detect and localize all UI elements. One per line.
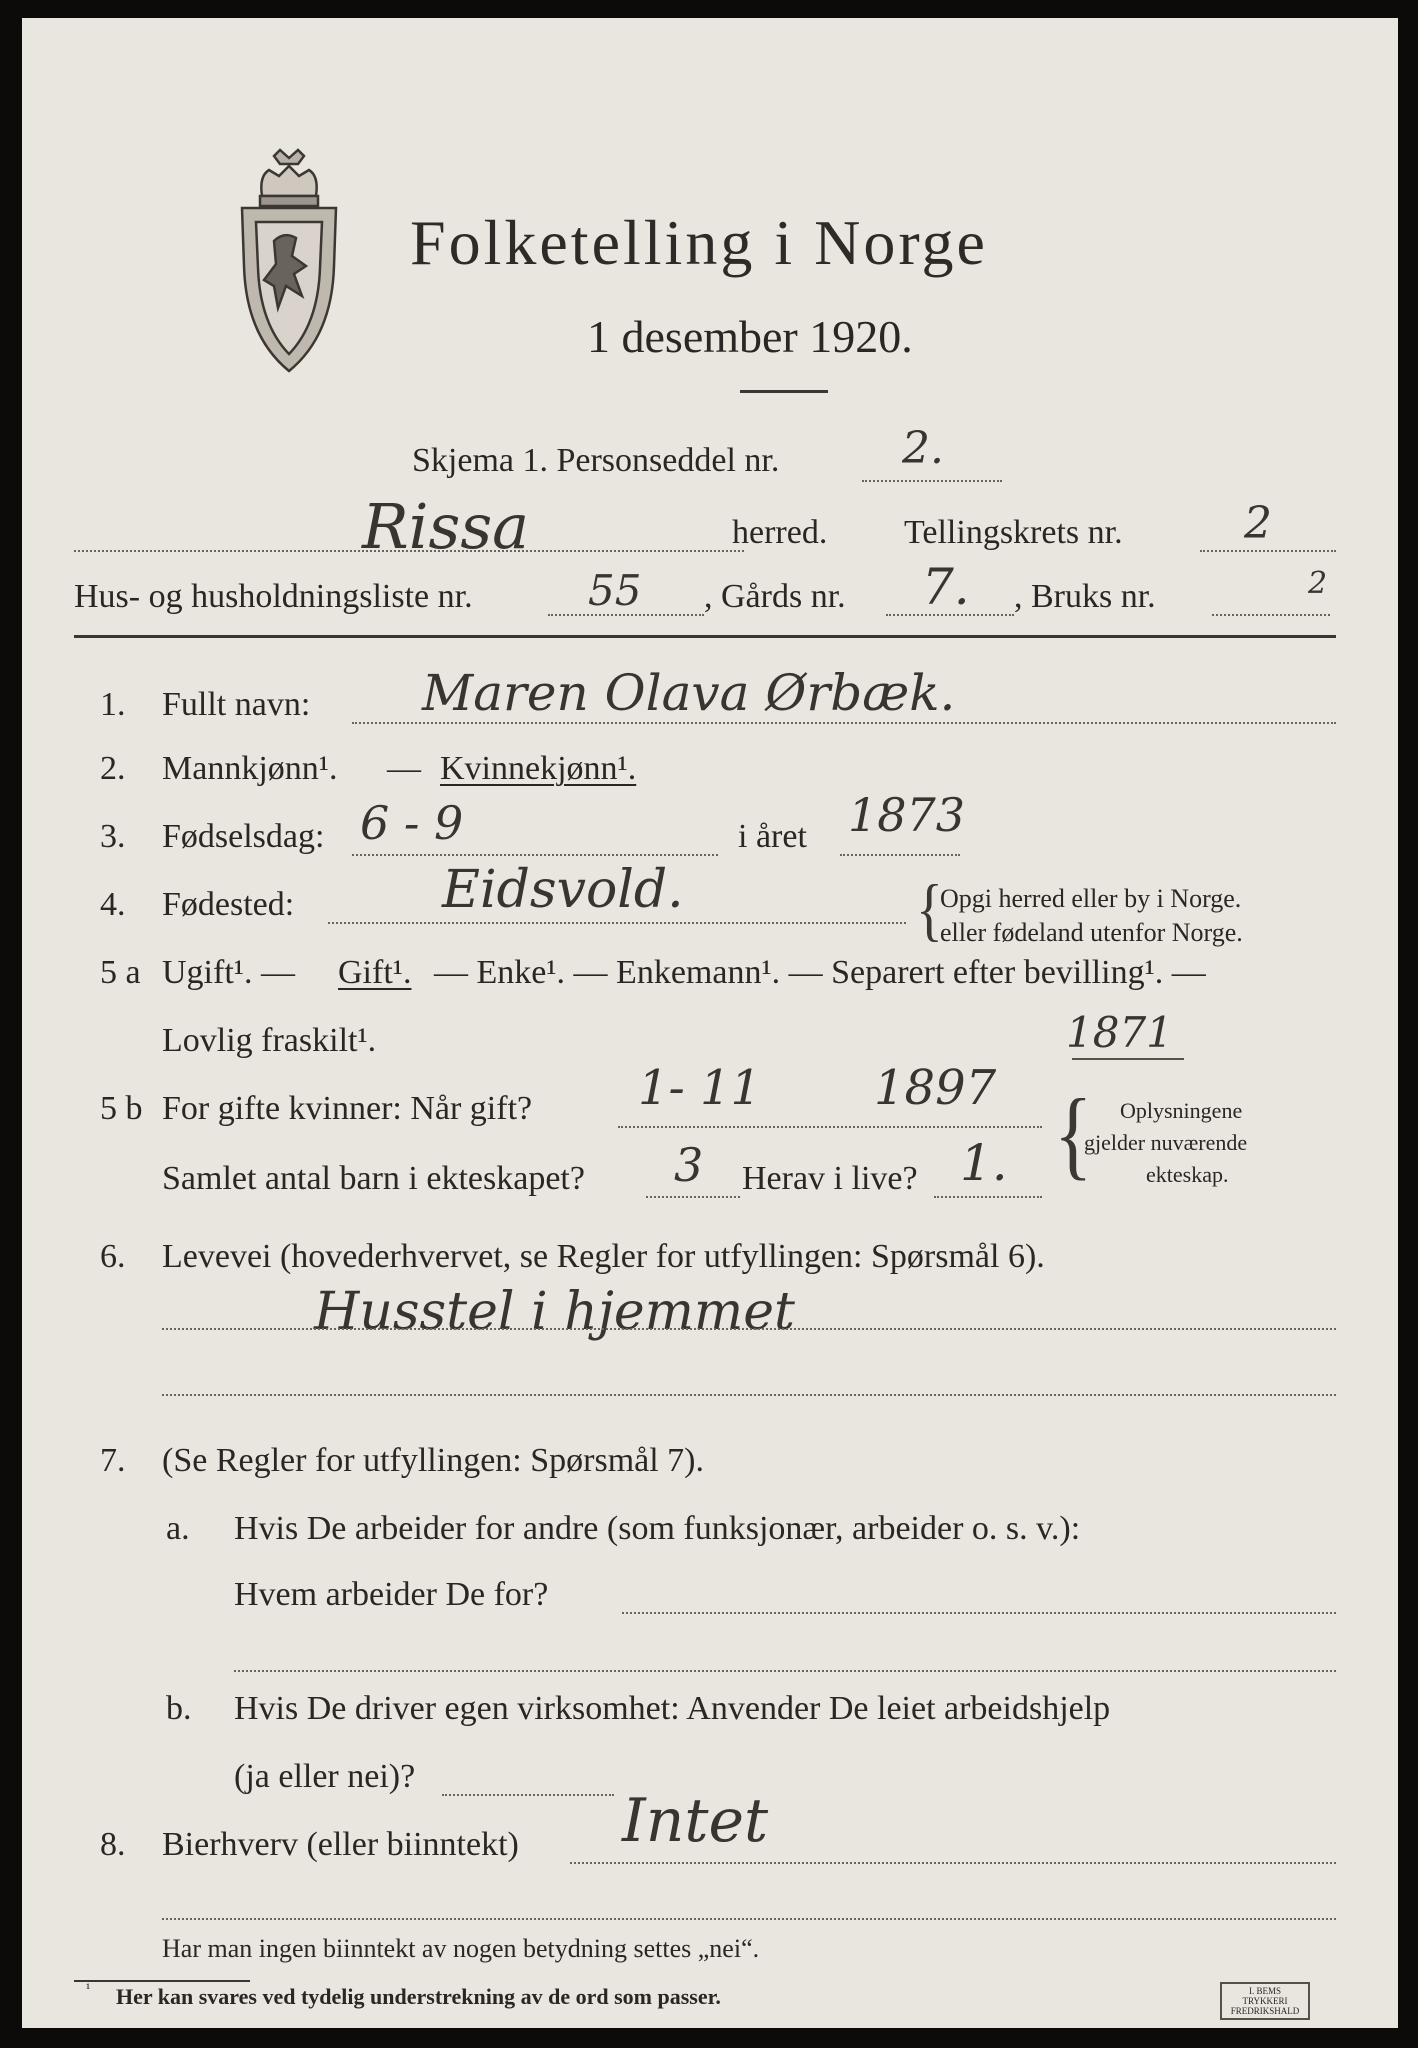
- q7a-line1: Hvis De arbeider for andre (som funksjonær, arbeider o. s. v.):: [234, 1510, 1081, 1547]
- q1-label: Fullt navn:: [162, 686, 311, 723]
- q7b-line1: Hvis De driver egen virksomhet: Anvender De leiet arbeidshjelp: [234, 1690, 1111, 1727]
- q3-birthday-value: 6 - 9: [360, 796, 464, 850]
- q6-dots-1: [162, 1328, 1336, 1330]
- q6-dots-2: [162, 1394, 1336, 1396]
- footnote-text: Her kan svares ved tydelig understrekning av de ord som passer.: [116, 1984, 721, 2009]
- bruks-dots: [1212, 614, 1330, 616]
- form-title: Folketelling i Norge: [410, 207, 988, 278]
- q3-label: Fødselsdag:: [162, 818, 325, 855]
- bruks-value: 2: [1308, 566, 1328, 601]
- q8-dots-2: [162, 1918, 1336, 1920]
- q7a-line2: Hvem arbeider De for?: [234, 1576, 549, 1613]
- q4-note-line2: eller fødeland utenfor Norge.: [940, 918, 1243, 947]
- q7a-dots-2: [234, 1670, 1336, 1672]
- q6-label: Levevei (hovederhvervet, se Regler for utfyllingen: Spørsmål 6).: [162, 1238, 1045, 1275]
- q6-number: 6.: [100, 1238, 126, 1275]
- census-form-page: [22, 18, 1398, 2028]
- q8-label: Bierhverv (eller biinntekt): [162, 1826, 519, 1863]
- q5b-married-dots: [618, 1126, 1042, 1128]
- bruks-label: , Bruks nr.: [1014, 578, 1156, 615]
- q2-female-option: Kvinnekjønn¹.: [440, 750, 637, 787]
- q4-birthplace-value: Eidsvold.: [442, 860, 684, 920]
- q5a-fraskilt-option: Lovlig fraskilt¹.: [162, 1022, 377, 1059]
- q5b-alive-value: 1.: [960, 1134, 1008, 1192]
- q5a-number: 5 a: [100, 954, 141, 991]
- schema-number-value: 2.: [902, 423, 944, 474]
- q7a-letter: a.: [166, 1510, 190, 1547]
- footnote-rule: [74, 1980, 250, 1982]
- q5b-alive-label: Herav i live?: [742, 1160, 918, 1197]
- q5b-number: 5 b: [100, 1090, 143, 1127]
- gards-label: , Gårds nr.: [704, 578, 846, 615]
- footer-note: Har man ingen biinntekt av nogen betydning settes „nei“.: [162, 1934, 760, 1963]
- q3-year-dots: [840, 854, 960, 856]
- q7-label: (Se Regler for utfyllingen: Spørsmål 7).: [162, 1442, 705, 1479]
- schema-label: Skjema 1. Personseddel nr.: [412, 442, 780, 479]
- q5a-gift-option: Gift¹.: [338, 954, 412, 991]
- q7b-dots: [442, 1794, 614, 1796]
- q8-number: 8.: [100, 1826, 126, 1863]
- q4-number: 4.: [100, 886, 126, 923]
- tellingskrets-label: Tellingskrets nr.: [904, 514, 1123, 551]
- q7a-dots-1: [622, 1612, 1336, 1614]
- herred-label: herred.: [732, 514, 828, 551]
- q5b-note-line1: Oplysningene: [1120, 1098, 1243, 1123]
- q5b-married-label: For gifte kvinner: Når gift?: [162, 1090, 533, 1127]
- q5b-children-dots: [646, 1196, 740, 1198]
- q5b-married-year-value: 1897: [874, 1060, 997, 1116]
- q7-number: 7.: [100, 1442, 126, 1479]
- q3-dots: [352, 854, 718, 856]
- q5b-note-brace: {: [1054, 1079, 1093, 1190]
- q8-side-income-value: Intet: [622, 1786, 769, 1856]
- schema-dots: [862, 480, 1002, 482]
- q7b-letter: b.: [166, 1690, 192, 1727]
- q4-note-line1: Opgi herred eller by i Norge.: [940, 884, 1242, 913]
- husholdningsliste-label: Hus- og husholdningsliste nr.: [74, 578, 473, 615]
- q7b-line2: (ja eller nei)?: [234, 1758, 416, 1795]
- q8-dots-1: [570, 1862, 1336, 1864]
- q4-label: Fødested:: [162, 886, 295, 923]
- q5b-children-value: 3: [674, 1138, 704, 1192]
- header-rule: [74, 635, 1336, 638]
- q3-year-label: i året: [738, 818, 807, 855]
- census-date: 1 desember 1920.: [587, 311, 913, 362]
- title-divider: [740, 390, 828, 393]
- gards-value: 7.: [922, 558, 970, 616]
- herred-value: Rissa: [362, 490, 530, 563]
- q4-dots: [328, 922, 906, 924]
- q5b-children-label: Samlet antal barn i ekteskapet?: [162, 1160, 585, 1197]
- tellingskrets-value: 2: [1244, 498, 1272, 549]
- q5b-note-line3: ekteskap.: [1146, 1162, 1229, 1187]
- q2-number: 2.: [100, 750, 126, 787]
- q5b-note-line2: gjelder nuværende: [1084, 1130, 1248, 1155]
- q1-number: 1.: [100, 686, 126, 723]
- q5a-annotation-rule: [1072, 1058, 1184, 1060]
- q5b-alive-dots: [934, 1196, 1042, 1198]
- q5a-other-options: — Enke¹. — Enkemann¹. — Separert efter bevilling¹. —: [434, 954, 1206, 991]
- q4-note-brace: {: [916, 871, 943, 949]
- tellingskrets-dots: [1200, 550, 1336, 552]
- q3-birth-year-value: 1873: [848, 788, 966, 842]
- coat-of-arms-icon: [234, 146, 344, 376]
- q3-number: 3.: [100, 818, 126, 855]
- husholdningsliste-value: 55: [588, 566, 642, 615]
- q5a-annotation: 1871: [1066, 1008, 1173, 1057]
- q5b-married-date-value: 1- 11: [638, 1060, 762, 1116]
- q1-dots: [352, 722, 1336, 724]
- q1-full-name-value: Maren Olava Ørbæk.: [422, 664, 956, 722]
- q2-dash: —: [387, 750, 421, 787]
- footnote-marker: ¹: [86, 1982, 91, 1997]
- q5a-ugift-option: Ugift¹. —: [162, 954, 295, 991]
- printer-stamp: I. BEMS TRYKKERI FREDRIKSHALD: [1220, 1982, 1310, 2020]
- q2-male-option: Mannkjønn¹.: [162, 750, 338, 787]
- q6-occupation-value: Husstel i hjemmet: [314, 1282, 795, 1342]
